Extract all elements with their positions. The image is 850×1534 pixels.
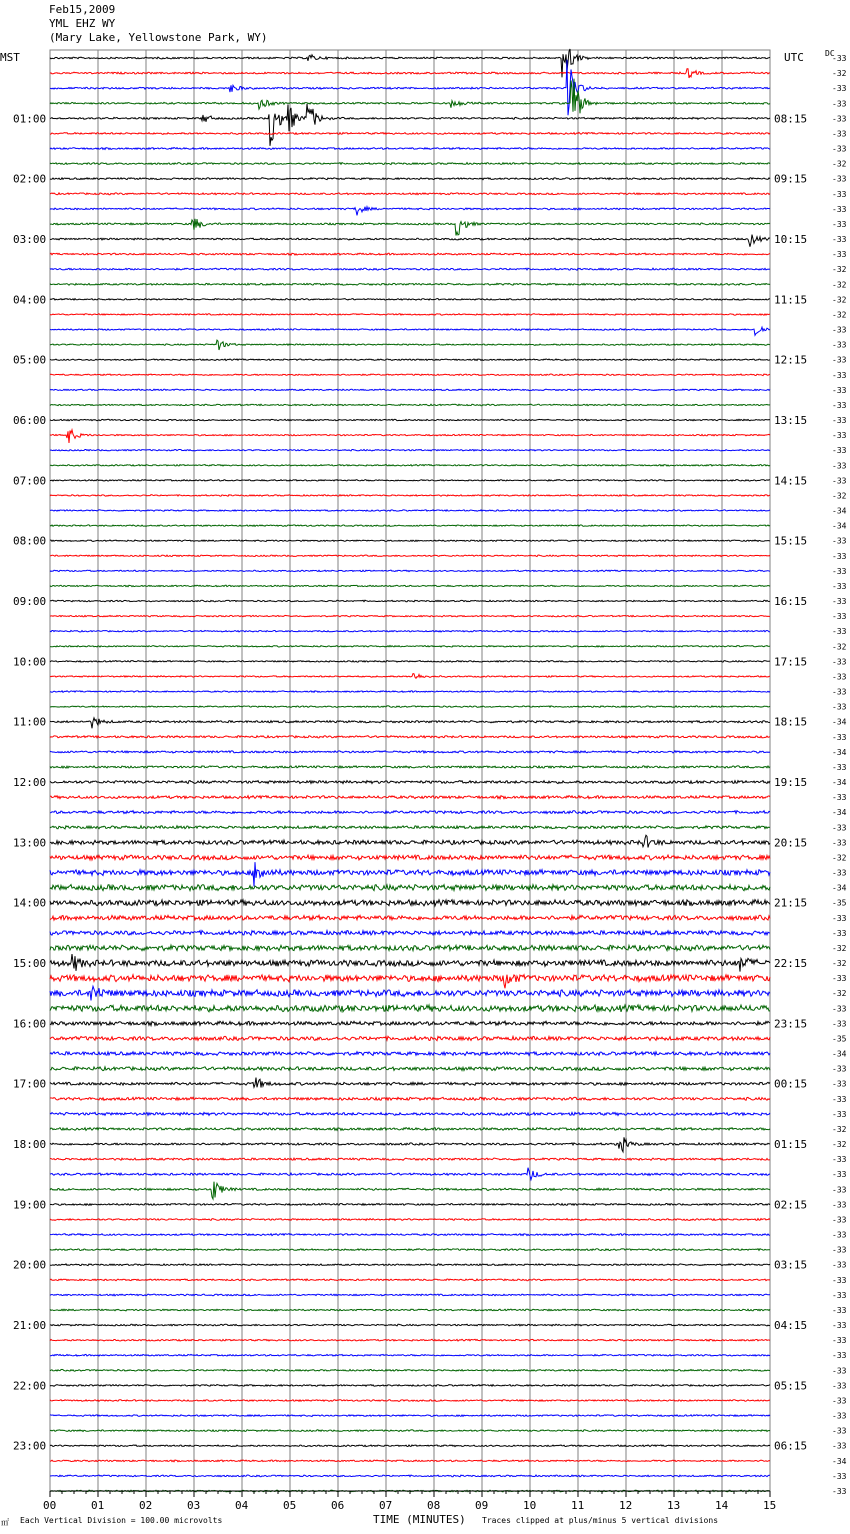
x-tick-label-8: 08 [427,1499,441,1512]
trace-line-54 [50,862,770,886]
trace-line-80 [50,1264,770,1266]
dc-offset-67: -33 [832,1064,847,1074]
dc-offset-79: -33 [832,1245,847,1255]
x-tick-label-10: 10 [523,1499,537,1512]
trace-line-85 [50,1339,770,1341]
dc-offset-47: -33 [832,763,847,772]
x-tick-label-1: 01 [91,1499,105,1512]
trace-line-21 [50,374,770,376]
dc-offset-68: -33 [832,1079,847,1089]
trace-line-57 [50,915,770,920]
left-hour-label-14: 15:00 [13,957,47,971]
trace-line-64 [50,1021,770,1025]
trace-line-66 [50,1052,770,1056]
trace-line-15 [50,283,770,285]
trace-group [50,49,847,1496]
dc-offset-72: -32 [832,1140,847,1150]
header-date: Feb15,2009 [49,3,116,16]
trace-line-83 [50,1309,770,1311]
footer [1,1513,718,1527]
trace-line-93 [50,1460,770,1462]
dc-offset-9: -33 [832,189,847,199]
dc-offset-24: -33 [832,416,847,425]
trace-line-16 [50,299,770,301]
trace-line-75 [50,1182,770,1199]
trace-line-27 [50,465,770,467]
dc-offset-61: -33 [832,974,847,984]
trace-line-49 [50,796,770,799]
trace-line-53 [50,855,770,860]
plot-frame [50,50,770,1491]
dc-offset-87: -33 [832,1366,847,1376]
dc-offset-74: -33 [832,1170,847,1180]
dc-offset-81: -33 [832,1275,847,1285]
dc-offset-82: -33 [832,1290,847,1300]
trace-line-30 [50,510,770,512]
left-hour-label-0: 01:00 [13,112,47,126]
dc-offset-95: -33 [832,1487,847,1496]
dc-offset-78: -33 [832,1230,847,1240]
trace-line-51 [50,826,770,829]
trace-line-73 [50,1158,770,1160]
left-hour-label-6: 07:00 [13,474,47,488]
dc-offset-18: -33 [832,325,847,335]
x-tick-label-14: 14 [715,1499,729,1512]
right-hour-label-11: 19:15 [774,776,808,789]
dc-offset-76: -33 [832,1200,847,1210]
utc-label: UTC [784,51,804,64]
dc-offset-75: -33 [832,1185,847,1195]
trace-line-69 [50,1097,770,1100]
right-hour-label-20: 04:15 [774,1319,808,1333]
x-tick-label-11: 11 [571,1499,585,1512]
x-tick-label-7: 07 [379,1499,393,1512]
dc-offset-11: -33 [832,219,847,229]
right-hour-label-3: 11:15 [774,293,808,307]
trace-line-90 [50,1415,770,1417]
right-hour-label-12: 20:15 [774,836,808,850]
dc-offset-17: -32 [832,310,847,320]
left-hour-label-17: 18:00 [13,1138,47,1152]
trace-line-72 [50,1137,770,1152]
dc-offset-34: -33 [832,566,847,576]
dc-offset-89: -33 [832,1396,847,1406]
dc-offset-45: -33 [832,732,847,742]
trace-line-59 [50,945,770,951]
trace-line-52 [50,835,770,847]
dc-offset-36: -33 [832,597,847,606]
trace-line-68 [50,1078,770,1088]
dc-offset-6: -33 [832,144,847,154]
trace-line-18 [50,327,770,335]
trace-line-33 [50,555,770,557]
x-tick-label-2: 02 [139,1499,153,1512]
left-hour-label-15: 16:00 [13,1017,47,1031]
dc-offset-32: -33 [832,536,847,546]
right-hour-label-15: 23:15 [774,1017,808,1031]
dc-offset-22: -33 [832,385,847,395]
trace-line-60 [50,954,770,972]
trace-line-74 [50,1168,770,1180]
right-hour-label-6: 14:15 [774,474,808,488]
dc-offset-33: -33 [832,551,847,561]
right-hour-label-16: 00:15 [774,1077,808,1091]
x-tick-label-6: 06 [331,1499,345,1512]
dc-offset-88: -33 [832,1381,847,1391]
dc-offset-35: -33 [832,581,847,591]
trace-line-81 [50,1279,770,1281]
trace-line-39 [50,646,770,648]
left-hour-label-3: 04:00 [13,293,47,307]
left-hour-label-7: 08:00 [13,534,47,548]
trace-line-4 [50,104,770,146]
dc-offset-52: -33 [832,838,847,848]
clip-note: Traces clipped at plus/minus 5 vertical divisions [482,1516,719,1525]
trace-line-65 [50,1036,770,1040]
header-station: YML EHZ WY [49,17,116,30]
dc-offset-39: -32 [832,642,847,652]
corner-mark: ㎡ [1,1518,9,1527]
dc-offset-43: -33 [832,702,847,712]
trace-line-63 [50,1005,770,1012]
dc-offset-4: -33 [832,114,847,124]
right-hour-label-10: 18:15 [774,715,808,729]
dc-offset-0: -33 [832,54,847,63]
dc-offset-94: -33 [832,1471,847,1481]
dc-offset-71: -32 [832,1125,847,1134]
trace-line-12 [50,235,770,247]
dc-offset-73: -33 [832,1155,847,1165]
left-hour-label-2: 03:00 [13,233,47,246]
trace-line-70 [50,1112,770,1115]
trace-line-94 [50,1475,770,1477]
trace-line-19 [50,340,770,350]
dc-offset-86: -33 [832,1351,847,1361]
trace-line-24 [50,419,770,421]
trace-line-1 [50,69,770,78]
right-hour-label-21: 05:15 [774,1379,808,1393]
dc-offset-84: -33 [832,1321,847,1331]
dc-offset-70: -33 [832,1109,847,1119]
grid-lines [50,50,770,1491]
dc-offset-3: -33 [832,99,847,109]
dc-offset-58: -33 [832,928,847,938]
dc-offset-21: -33 [832,370,847,380]
left-hour-label-18: 19:00 [13,1198,47,1212]
left-hour-label-22: 23:00 [13,1439,47,1453]
dc-offset-91: -33 [832,1426,847,1436]
dc-offset-83: -33 [832,1306,847,1315]
right-hour-label-9: 17:15 [774,655,808,669]
x-tick-label-5: 05 [283,1499,297,1512]
x-tick-label-3: 03 [187,1499,201,1512]
dc-offset-28: -33 [832,476,847,486]
dc-offset-63: -33 [832,1004,847,1014]
dc-offset-77: -33 [832,1215,847,1225]
dc-offset-66: -34 [832,1049,847,1059]
trace-line-62 [50,986,770,1000]
trace-line-91 [50,1430,770,1432]
dc-offset-49: -33 [832,793,847,803]
dc-offset-50: -34 [832,808,847,818]
dc-offset-80: -33 [832,1260,847,1270]
trace-line-71 [50,1128,770,1131]
trace-line-37 [50,615,770,617]
trace-line-50 [50,811,770,814]
trace-line-56 [50,900,770,906]
dc-offset-56: -35 [832,898,847,908]
dc-offset-12: -33 [832,235,847,244]
trace-line-41 [50,674,770,679]
left-hour-label-19: 20:00 [13,1258,47,1272]
right-hour-label-14: 22:15 [774,957,808,971]
trace-line-92 [50,1445,770,1447]
trace-line-26 [50,449,770,451]
dc-offset-26: -33 [832,446,847,456]
dc-offset-65: -35 [832,1034,847,1044]
trace-line-35 [50,585,770,587]
right-hour-label-13: 21:15 [774,896,808,910]
trace-line-58 [50,931,770,936]
dc-offset-16: -32 [832,295,847,305]
x-tick-label-9: 09 [475,1499,489,1512]
trace-line-36 [50,600,770,602]
trace-line-67 [50,1067,770,1071]
trace-line-43 [50,706,770,708]
trace-line-2 [50,60,770,116]
x-axis-title: TIME (MINUTES) [373,1513,466,1526]
x-axis [43,1491,776,1512]
left-hour-label-11: 12:00 [13,776,47,789]
trace-line-8 [50,178,770,180]
left-hour-label-4: 05:00 [13,353,47,367]
dc-offset-69: -33 [832,1094,847,1104]
trace-line-7 [50,163,770,165]
trace-line-5 [50,133,770,135]
right-hour-label-22: 06:15 [774,1439,808,1453]
trace-line-13 [50,253,770,255]
dc-offset-40: -33 [832,657,847,667]
right-hour-label-2: 10:15 [774,233,808,246]
trace-line-40 [50,661,770,663]
trace-line-82 [50,1294,770,1296]
left-hour-label-10: 11:00 [13,715,47,729]
vertical-division-note: Each Vertical Division = 100.00 microvolts [20,1516,223,1525]
trace-line-77 [50,1219,770,1221]
x-tick-label-0: 00 [43,1499,57,1512]
dc-offset-46: -34 [832,747,847,757]
right-hour-label-0: 08:15 [774,112,808,126]
trace-line-47 [50,766,770,768]
x-tick-label-12: 12 [619,1499,633,1512]
dc-offset-62: -32 [832,989,847,999]
trace-line-29 [50,495,770,497]
dc-offset-41: -33 [832,672,847,682]
dc-offset-57: -33 [832,913,847,923]
trace-line-20 [50,359,770,361]
dc-offset-92: -33 [832,1441,847,1451]
dc-offset-51: -33 [832,823,847,833]
dc-label: DC [825,49,835,58]
right-hour-label-8: 16:15 [774,595,808,608]
left-hour-label-5: 06:00 [13,414,47,427]
trace-line-25 [50,430,770,443]
dc-offset-42: -33 [832,687,847,697]
trace-line-84 [50,1324,770,1326]
trace-line-28 [50,480,770,482]
dc-offset-85: -33 [832,1336,847,1346]
trace-line-88 [50,1385,770,1387]
mst-label: MST [0,51,20,64]
right-hour-label-18: 02:15 [774,1198,808,1212]
trace-line-45 [50,736,770,738]
dc-offset-93: -34 [832,1456,847,1466]
dc-offset-59: -32 [832,944,847,953]
left-hour-label-8: 09:00 [13,595,47,608]
dc-offset-25: -33 [832,431,847,441]
trace-line-14 [50,268,770,270]
trace-line-10 [50,207,770,216]
header-location: (Mary Lake, Yellowstone Park, WY) [49,31,268,44]
dc-offset-19: -33 [832,340,847,350]
dc-offset-10: -33 [832,204,847,214]
right-hour-label-1: 09:15 [774,172,808,186]
right-hour-label-5: 13:15 [774,414,808,427]
left-hour-label-16: 17:00 [13,1077,47,1091]
dc-offset-38: -33 [832,627,847,637]
trace-line-87 [50,1369,770,1371]
left-hour-label-20: 21:00 [13,1319,47,1333]
right-hour-label-19: 03:15 [774,1258,808,1272]
left-hour-label-9: 10:00 [13,655,47,669]
dc-offset-8: -33 [832,174,847,184]
dc-offset-37: -33 [832,612,847,622]
dc-offset-64: -33 [832,1019,847,1029]
dc-offset-60: -32 [832,959,847,969]
dc-offset-7: -32 [832,159,847,169]
trace-line-46 [50,751,770,753]
dc-offset-30: -34 [832,506,847,516]
dc-offset-90: -33 [832,1411,847,1421]
trace-line-86 [50,1354,770,1356]
dc-offset-48: -34 [832,778,847,787]
trace-line-17 [50,314,770,316]
trace-line-61 [50,975,770,989]
trace-line-31 [50,525,770,527]
trace-line-3 [50,79,770,114]
trace-line-55 [50,885,770,891]
trace-line-42 [50,691,770,693]
trace-line-6 [50,148,770,150]
dc-offset-29: -32 [832,491,847,501]
dc-offset-31: -34 [832,521,847,531]
x-tick-label-13: 13 [667,1499,681,1512]
right-hour-label-4: 12:15 [774,353,808,367]
dc-offset-15: -32 [832,280,847,290]
trace-line-89 [50,1400,770,1402]
right-hour-label-17: 01:15 [774,1138,808,1152]
trace-line-9 [50,193,770,195]
left-hour-label-12: 13:00 [13,836,47,850]
trace-line-78 [50,1234,770,1236]
dc-offset-1: -32 [832,69,847,79]
trace-line-44 [50,718,770,728]
trace-line-76 [50,1203,770,1205]
dc-offset-53: -32 [832,853,847,863]
trace-line-11 [50,219,770,236]
x-tick-label-4: 04 [235,1499,249,1512]
trace-line-48 [50,781,770,784]
dc-offset-23: -33 [832,400,847,410]
x-tick-label-15: 15 [763,1499,777,1512]
trace-line-79 [50,1249,770,1251]
dc-offset-55: -34 [832,883,847,893]
right-hour-label-7: 15:15 [774,534,808,548]
left-hour-label-1: 02:00 [13,172,47,186]
dc-offset-2: -33 [832,84,847,94]
trace-line-38 [50,631,770,633]
dc-offset-20: -33 [832,355,847,365]
trace-line-23 [50,404,770,406]
dc-offset-54: -33 [832,868,847,878]
dc-offset-5: -33 [832,129,847,139]
trace-line-22 [50,389,770,391]
dc-offset-44: -34 [832,717,847,727]
trace-line-32 [50,540,770,542]
left-hour-label-13: 14:00 [13,896,47,910]
dc-offset-13: -33 [832,250,847,260]
trace-line-34 [50,570,770,572]
left-hour-label-21: 22:00 [13,1379,47,1393]
dc-offset-14: -32 [832,265,847,275]
dc-offset-27: -33 [832,461,847,471]
